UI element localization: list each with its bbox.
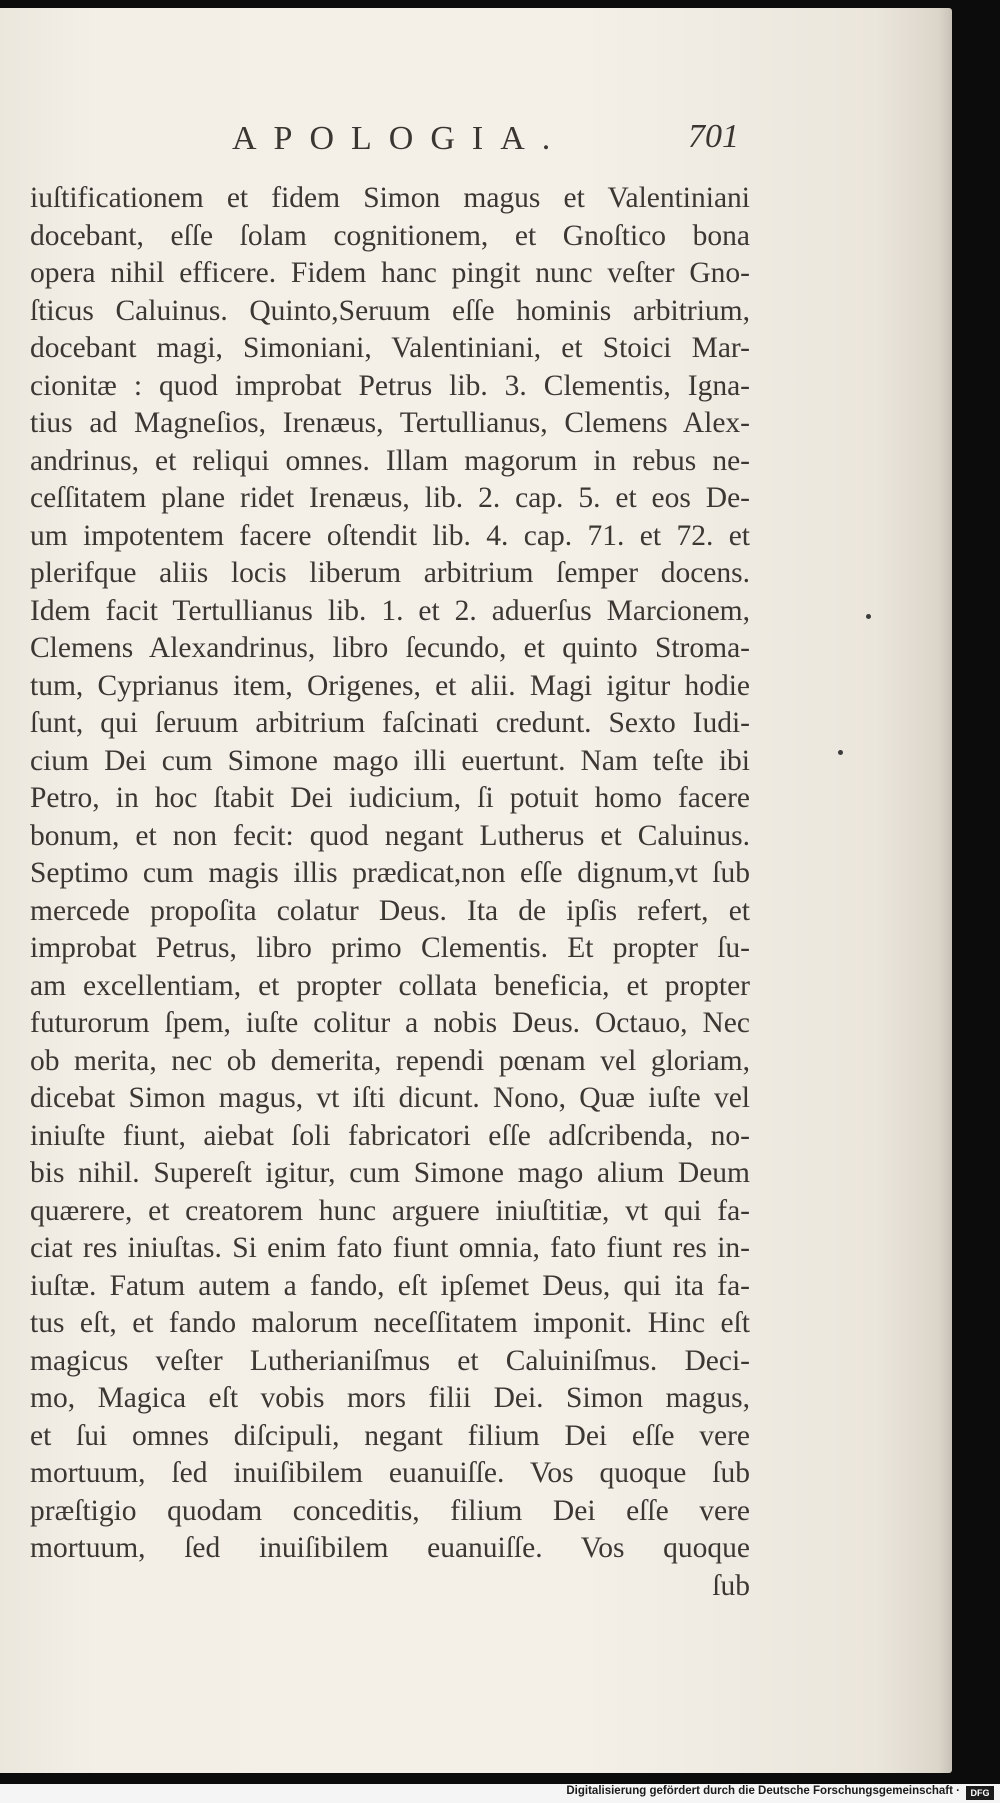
page-edge-shadow	[938, 8, 952, 1773]
text-line: ſticus Caluinus. Quinto,Seruum eſſe hominis arbitrium,	[30, 294, 750, 327]
text-line: mortuum, ſed inuiſibilem euanuiſſe. Vos quoque ſub	[30, 1457, 750, 1489]
running-title: APOLOGIA.	[232, 120, 568, 157]
text-line: Idem facit Tertullianus lib. 1. et 2. aduerſus Marcionem,	[30, 594, 750, 627]
text-line: improbat Petrus, libro primo Clementis. Et propter ſu-	[30, 932, 750, 964]
text-line: iuſtificationem et fidem Simon magus et Valentiniani	[30, 182, 750, 214]
text-line: mortuum, ſed inuiſibilem euanuiſſe. Vos quoque	[30, 1532, 750, 1564]
body-text	[30, 180, 750, 1605]
text-line: ob merita, nec ob demerita, rependi pœnam vel gloriam,	[30, 1044, 750, 1077]
text-line: dicebat Simon magus, vt iſti dicunt. Nono, Quæ iuſte vel	[30, 1082, 750, 1114]
dfg-logo-icon: DFG	[966, 1786, 994, 1800]
text-line: docebant, eſſe ſolam cognitionem, et Gnoſtico bona	[30, 219, 750, 252]
text-line: plerifque aliis locis liberum arbitrium ſemper docens.	[30, 557, 750, 589]
digitization-footer	[0, 1784, 1000, 1803]
text-line: Clemens Alexandrinus, libro ſecundo, et quinto Stroma-	[30, 632, 750, 664]
text-line: opera nihil efficere. Fidem hanc pingit nunc veſter Gno-	[30, 257, 750, 289]
text-line: ceſſitatem plane ridet Irenæus, lib. 2. cap. 5. et eos De-	[30, 482, 750, 514]
text-line: cionitæ : quod improbat Petrus lib. 3. Clementis, Igna-	[30, 369, 750, 402]
text-line: cium Dei cum Simone mago illi euertunt. Nam teſte ibi	[30, 744, 750, 777]
text-line: bonum, et non fecit: quod negant Lutherus et Caluinus.	[30, 819, 750, 852]
text-line: tius ad Magneſios, Irenæus, Tertullianus, Clemens Alex-	[30, 407, 750, 439]
catchword: ſub	[712, 1569, 750, 1602]
text-line: mo, Magica eſt vobis mors filii Dei. Simon magus,	[30, 1382, 750, 1414]
text-line: ciat res iniuſtas. Si enim fato fiunt omnia, fato fiunt res in-	[30, 1232, 750, 1264]
text-line: magicus veſter Lutherianiſmus et Caluiniſmus. Deci-	[30, 1344, 750, 1377]
text-line: iniuſte fiunt, aiebat ſoli fabricatori eſſe adſcribenda, no-	[30, 1119, 750, 1152]
text-line: iuſtæ. Fatum autem a fando, eſt ipſemet Deus, qui ita fa-	[30, 1269, 750, 1302]
text-line: præſtigio quodam conceditis, filium Dei eſſe vere	[30, 1494, 750, 1527]
text-line: et ſui omnes diſcipuli, negant filium Dei eſſe vere	[30, 1419, 750, 1452]
page-number: 701	[688, 118, 739, 155]
text-line: um impotentem facere oſtendit lib. 4. cap. 71. et 72. et	[30, 519, 750, 552]
text-line: bis nihil. Supereſt igitur, cum Simone mago alium Deum	[30, 1157, 750, 1189]
text-line: Septimo cum magis illis prædicat,non eſſe dignum,vt ſub	[30, 857, 750, 889]
text-line: Petro, in hoc ſtabit Dei iudicium, ſi potuit homo facere	[30, 782, 750, 814]
text-line: docebant magi, Simoniani, Valentiniani, et Stoici Mar-	[30, 332, 750, 364]
text-line: futurorum ſpem, iuſte colitur a nobis Deus. Octauo, Nec	[30, 1007, 750, 1039]
page-header	[0, 112, 952, 162]
text-line: ſunt, qui ſeruum arbitrium faſcinati credunt. Sexto Iudi-	[30, 707, 750, 739]
text-line: tus eſt, et fando malorum neceſſitatem imponit. Hinc eſt	[30, 1307, 750, 1339]
ink-speck	[838, 750, 843, 755]
ink-speck	[866, 614, 871, 619]
funding-credit: Digitalisierung gefördert durch die Deutsche Forschungsgemeinschaft ·	[566, 1785, 960, 1797]
text-line: tum, Cyprianus item, Origenes, et alii. Magi igitur hodie	[30, 669, 750, 702]
text-line: quærere, et creatorem hunc arguere iniuſtitiæ, vt qui fa-	[30, 1194, 750, 1227]
text-line: mercede propoſita colatur Deus. Ita de ipſis refert, et	[30, 894, 750, 927]
text-line: am excellentiam, et propter collata beneficia, et propter	[30, 969, 750, 1002]
text-line: andrinus, et reliqui omnes. Illam magorum in rebus ne-	[30, 444, 750, 477]
